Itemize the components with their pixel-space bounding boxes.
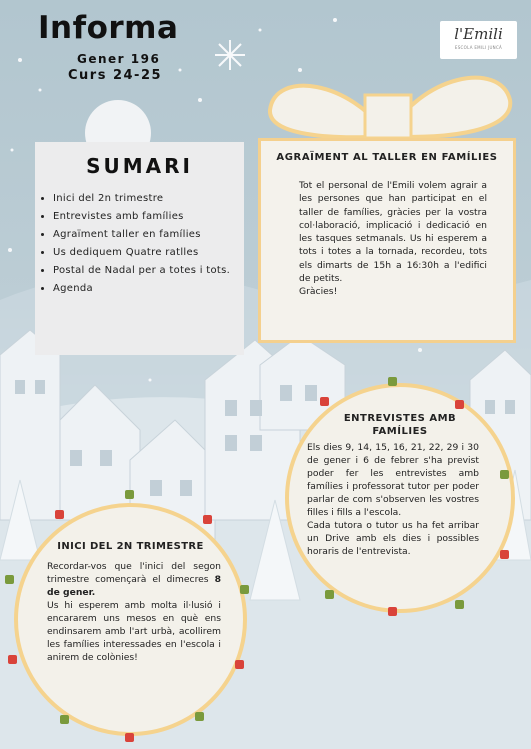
course-year: Curs 24-25 (68, 68, 163, 83)
term-start-circle (14, 503, 247, 736)
ornament-icon (500, 470, 509, 479)
ornament-icon (60, 715, 69, 724)
issue-number: Gener 196 (77, 52, 161, 66)
term-start-title: INICI DEL 2N TRIMESTRE (57, 541, 204, 552)
ornament-icon (388, 377, 397, 386)
thanks-text (299, 179, 487, 299)
summary-item: • Agenda (53, 280, 232, 298)
thanks-title: AGRAÏMENT AL TALLER EN FAMÍLIES (276, 152, 498, 163)
term-start-date: 8 de gener. (47, 574, 221, 598)
logo-name: l'Emili (454, 25, 503, 43)
school-logo (440, 21, 517, 59)
term-start-text (47, 560, 221, 664)
interviews-body-2: Cada tutora o tutor us ha fet arribar un Drive amb els dies i possibles horaris de l'entrevista. (307, 520, 479, 557)
summary-item: • Postal de Nadal per a totes i tots. (53, 262, 232, 280)
ornament-icon (125, 490, 134, 499)
interviews-circle (285, 383, 515, 613)
summary-box (35, 142, 244, 355)
newsletter-title: Informa (38, 10, 179, 46)
ornament-icon (320, 397, 329, 406)
term-start-body: Recordar-vos que l'inici del segon trimestre començarà el dimecres (47, 561, 221, 585)
thanks-closing: Gràcies! (299, 286, 338, 298)
ornament-icon (203, 515, 212, 524)
ornament-icon (325, 590, 334, 599)
ornament-icon (195, 712, 204, 721)
ornament-icon (388, 607, 397, 616)
interviews-body: Els dies 9, 14, 15, 16, 21, 22, 29 i 30 de gener i 6 de febrer s'ha previst poder fer les entrevistes amb famílies i professorat tutor per poder parlar de com s'observen les vostres filles i fills a l'escola. (307, 442, 479, 518)
summary-list (45, 190, 232, 298)
thanks-gift-box (258, 138, 516, 343)
ornament-icon (5, 575, 14, 584)
summary-item: • Inici del 2n trimestre (53, 190, 232, 208)
ornament-icon (455, 400, 464, 409)
ornament-icon (455, 600, 464, 609)
thanks-body: Tot el personal de l'Emili volem agrair a les persones que han participat en el taller de famílies, gràcies per la vostra col·laboració, implicació i dedicació en les tasques setmanals. Us hi esperem a tots i totes a la tornada, recordeu, tots els dimarts de 15h a 16:30h a l'edifici de petits. (299, 180, 487, 285)
ornament-icon (125, 733, 134, 742)
ornament-icon (235, 660, 244, 669)
ornament-icon (500, 550, 509, 559)
term-start-body-2: Us hi esperem amb molta il·lusió i encararem uns mesos en què ens endinsarem amb l'art urbà, acollirem les famílies interessades en l'escola i anirem de colònies! (47, 600, 221, 663)
ornament-icon (55, 510, 64, 519)
ornament-icon (240, 585, 249, 594)
summary-item: • Us dediquem Quatre ratlles (53, 244, 232, 262)
logo-tagline: ESCOLA EMILI JUNCÀ (454, 45, 503, 50)
snowflake-icon (215, 40, 245, 70)
ornament-icon (8, 655, 17, 664)
summary-title: SUMARI (86, 154, 193, 178)
summary-item: • Entrevistes amb famílies (53, 208, 232, 226)
summary-item: • Agraïment taller en famílies (53, 226, 232, 244)
interviews-text (307, 441, 479, 558)
interviews-title: ENTREVISTES AMB FAMÍLIES (343, 413, 457, 437)
